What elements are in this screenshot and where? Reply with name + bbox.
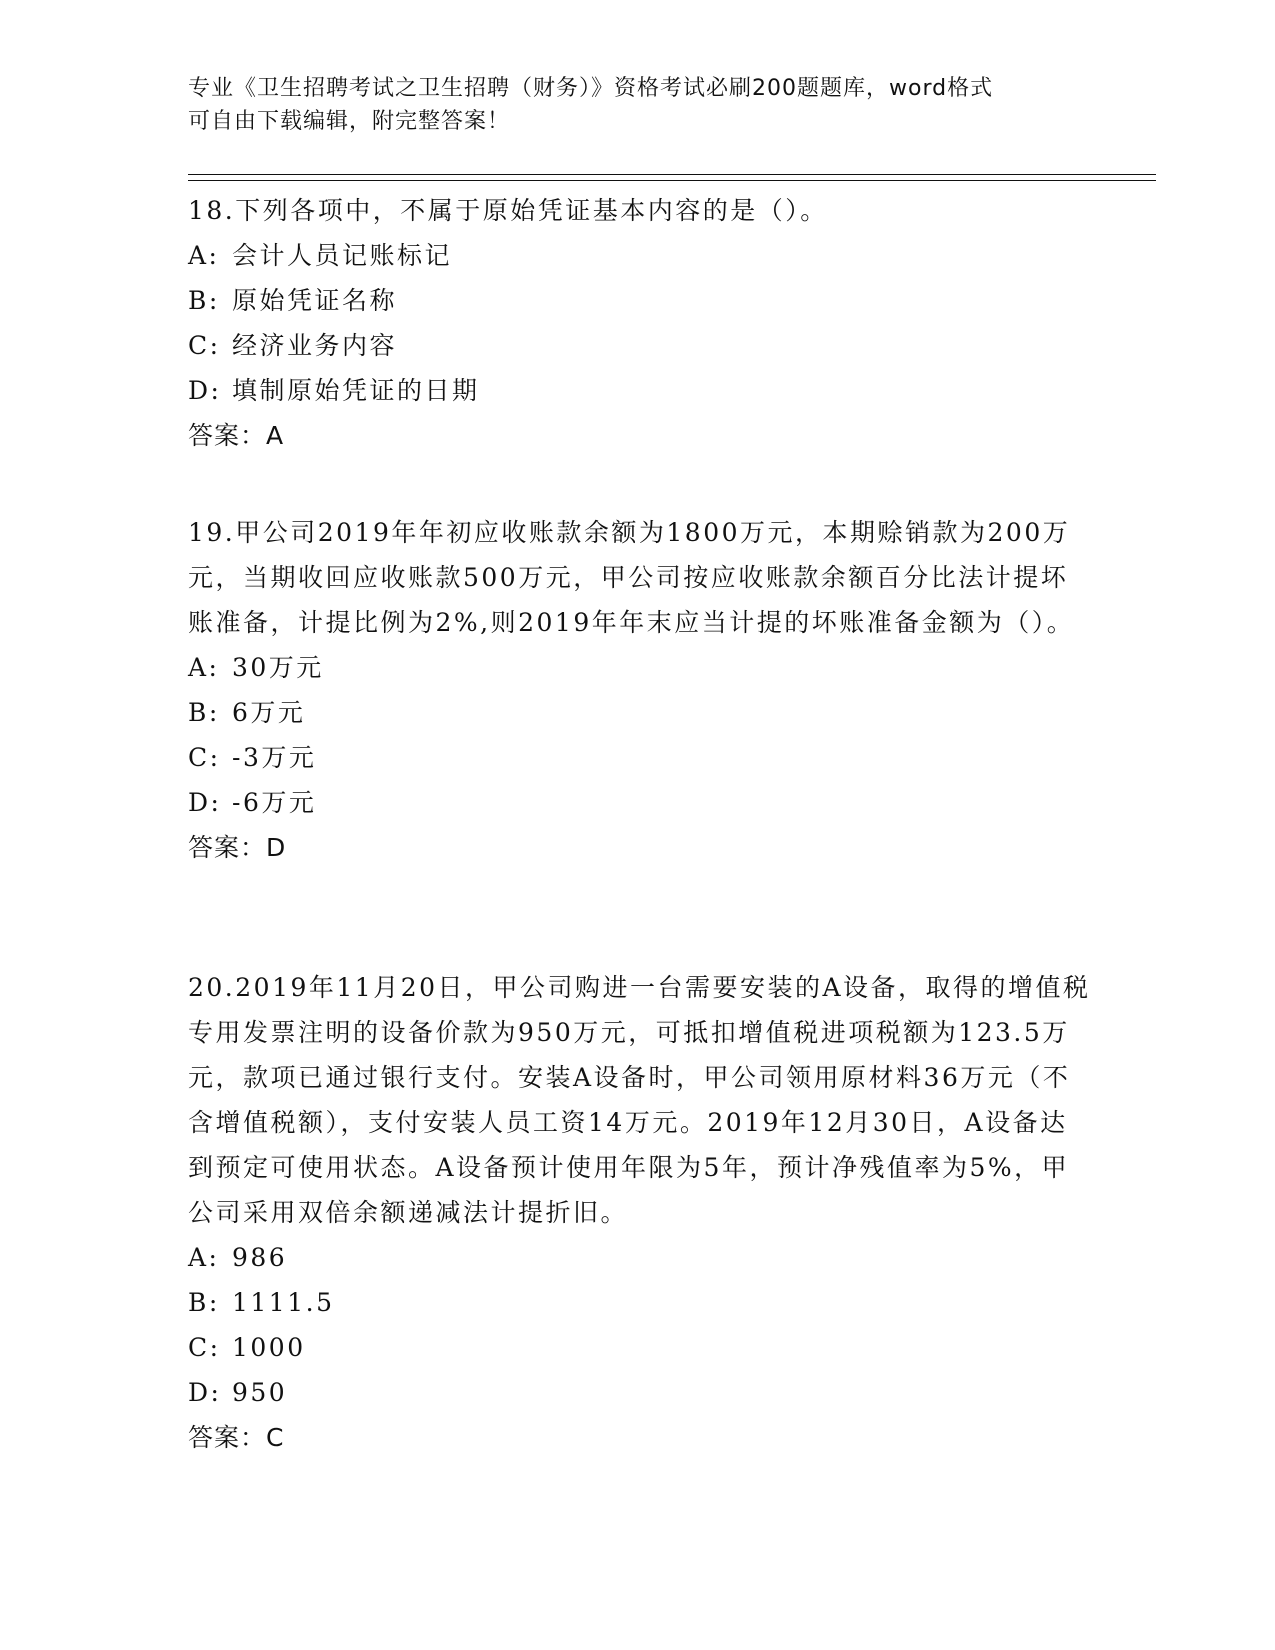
header-line-2: 可自由下载编辑，附完整答案！: [188, 109, 511, 134]
question-stem: 18.下列各项中，不属于原始凭证基本内容的是（）。: [188, 196, 828, 225]
question-19: [188, 510, 1093, 870]
option-a: [188, 233, 1093, 278]
option-key: C:: [188, 743, 221, 772]
answer-line: 答案：C: [188, 1423, 285, 1452]
question-stem: 19.甲公司2019年年初应收账款余额为1800万元，本期赊销款为200万元，当期收回应收账款500万元，甲公司按应收账款余额百分比法计提坏账准备，计提比例为2%,则2019年年末应当计提的坏账准备金额为（）。: [188, 518, 1075, 637]
option-text: 1000: [232, 1333, 306, 1362]
option-text: 30万元: [232, 653, 324, 682]
document-header: [188, 72, 1088, 138]
option-c: [188, 323, 1093, 368]
option-key: D:: [188, 376, 222, 405]
option-key: A:: [188, 1243, 220, 1272]
option-a: [188, 645, 1093, 690]
option-b: [188, 690, 1093, 735]
option-text: 950: [232, 1378, 288, 1407]
header-divider-bottom: [188, 180, 1156, 181]
option-b: [188, 1280, 1093, 1325]
header-line-1: 专业《卫生招聘考试之卫生招聘（财务）》资格考试必刷200题题库，word格式: [188, 76, 994, 101]
option-key: D:: [188, 788, 222, 817]
answer-line: 答案：D: [188, 833, 287, 862]
option-a: [188, 1235, 1093, 1280]
option-text: 会计人员记账标记: [232, 241, 453, 270]
option-text: 6万元: [232, 698, 306, 727]
option-d: [188, 1370, 1093, 1415]
option-text: 经济业务内容: [232, 331, 398, 360]
option-text: 填制原始凭证的日期: [232, 376, 480, 405]
option-d: [188, 780, 1093, 825]
option-text: 1111.5: [232, 1288, 335, 1317]
answer-line: 答案：A: [188, 421, 285, 450]
header-divider-top: [188, 174, 1156, 175]
option-key: D:: [188, 1378, 222, 1407]
option-text: -3万元: [232, 743, 317, 772]
question-18: [188, 188, 1093, 458]
option-key: A:: [188, 653, 220, 682]
option-key: C:: [188, 331, 221, 360]
question-20: [188, 965, 1093, 1460]
option-d: [188, 368, 1093, 413]
question-stem: 20.2019年11月20日，甲公司购进一台需要安装的A设备，取得的增值税专用发票注明的设备价款为950万元，可抵扣增值税进项税额为123.5万元，款项已通过银行支付。安装A设备时，甲公司领用原材料36万元（不含增值税额），支付安装人员工资14万元。2019年12月30日，A设备达到预定可使用状态。A设备预计使用年限为5年，预计净残值率为5%，甲公司采用双倍余额递减法计提折旧。: [188, 973, 1091, 1227]
option-key: C:: [188, 1333, 221, 1362]
option-key: B:: [188, 698, 220, 727]
option-c: [188, 1325, 1093, 1370]
option-c: [188, 735, 1093, 780]
option-b: [188, 278, 1093, 323]
option-text: 986: [232, 1243, 288, 1272]
option-key: B:: [188, 286, 220, 315]
option-text: 原始凭证名称: [232, 286, 398, 315]
option-key: A:: [188, 241, 220, 270]
option-key: B:: [188, 1288, 220, 1317]
option-text: -6万元: [232, 788, 317, 817]
